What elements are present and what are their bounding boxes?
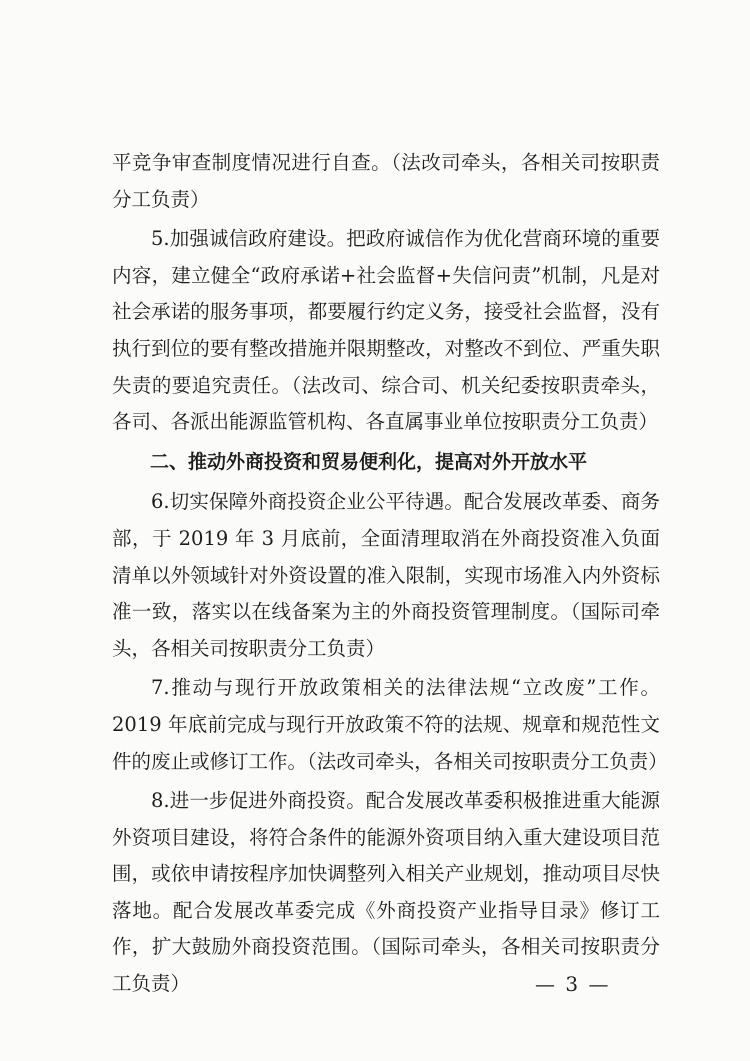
paragraph-item-7: 7.推动与现行开放政策相关的法律法规“立改废”工作。2019 年底前完成与现行开放政策不符的法规、规章和规范性文件的废止或修订工作。（法改司牵头，各相关司按职责分工负责） xyxy=(112,676,668,773)
document-body xyxy=(112,145,668,1006)
paragraph-item-6: 6.切实保障外商投资企业公平待遇。配合发展改革委、商务部，于 2019 年 3 月底前，全面清理取消在外商投资准入负面清单以外领域针对外资设置的准入限制，实现市场准入内外资标准一致，落实以在线备案为主的外商投资管理制度。（国际司牵头，各相关司按职责分工负责） xyxy=(112,490,660,660)
paragraph-item-5: 5.加强诚信政府建设。把政府诚信作为优化营商环境的重要内容，建立健全“政府承诺+社会监督+失信问责”机制，凡是对社会承诺的服务事项，都要履行约定义务，接受社会监督，没有执行到位的要有整改措施并限期整改，对整改不到位、严重失职失责的要追究责任。（法改司、综合司、机关纪委按职责牵头，各司、各派出能源监管机构、各直属事业单位按职责分工负责） xyxy=(112,227,660,434)
paragraph-item-8: 8.进一步促进外商投资。配合发展改革委积极推进重大能源外资项目建设，将符合条件的能源外资项目纳入重大建设项目范围，或依申请按程序加快调整列入相关产业规划，推动项目尽快落地。配合发展改革委完成《外商投资产业指导目录》修订工作，扩大鼓励外商投资范围。（国际司牵头，各相关司按职责分工负责） xyxy=(112,789,660,996)
page-number: — 3 — xyxy=(535,972,611,996)
paragraph-continuation: 平竞争审查制度情况进行自查。（法改司牵头，各相关司按职责分工负责） xyxy=(112,151,660,211)
section-heading-2: 二、推动外商投资和贸易便利化，提高对外开放水平 xyxy=(150,450,588,473)
